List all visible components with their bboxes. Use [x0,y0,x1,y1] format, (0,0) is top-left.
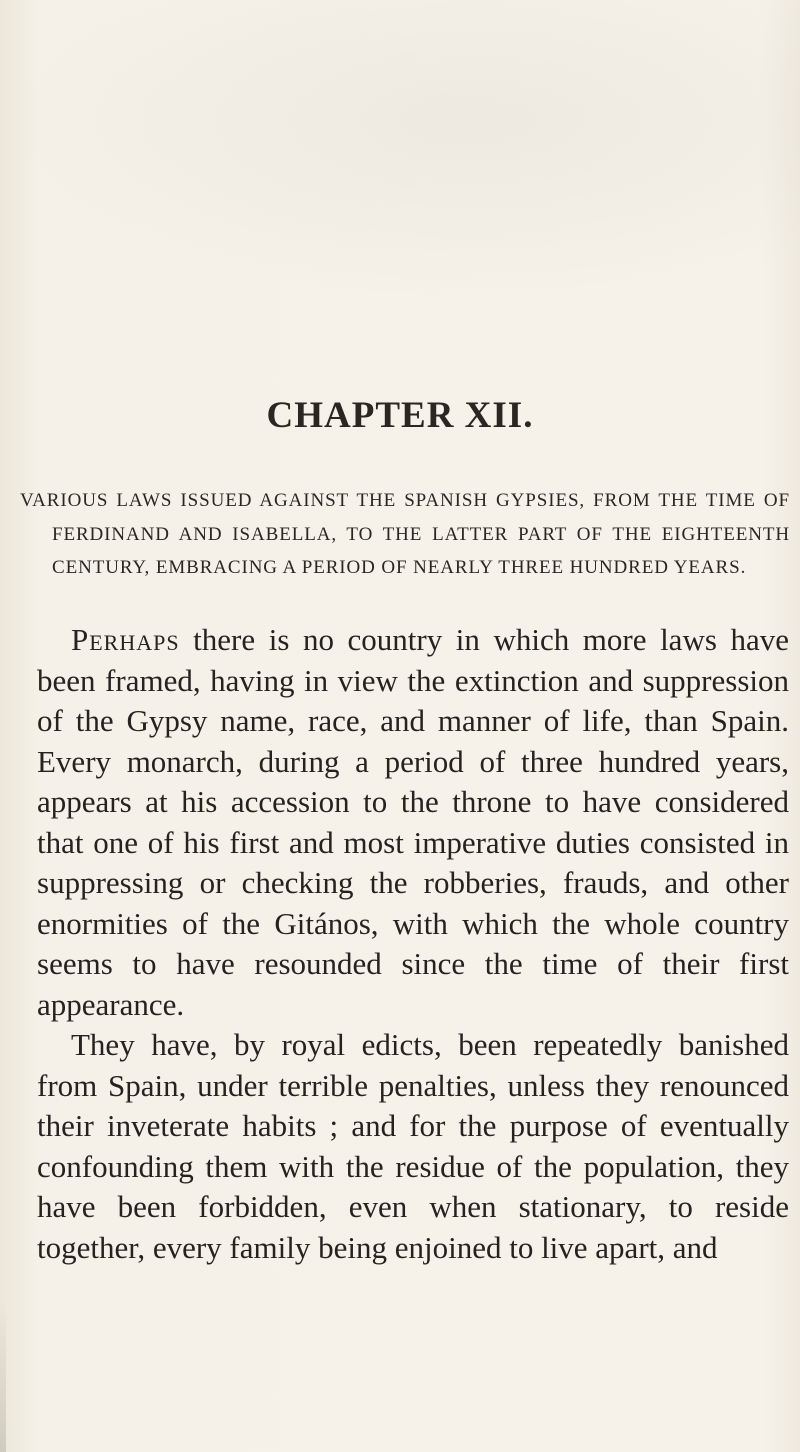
paragraph-1-text: there is no country in which more laws have been framed, having in view the extinction and suppression of the Gypsy name, race, and manner of life, than Spain. Every monarch, during a period of three hundred years, appears at his accession to the throne to have considered that one of his first and most imperative duties consisted in suppressing or checking the robberies, frauds, and other enormities of the Gitános, with which the whole country seems to have resounded since the time of their first appearance. [37,622,789,1022]
chapter-summary-text: VARIOUS LAWS ISSUED AGAINST THE SPANISH GYPSIES, FROM THE TIME OF FERDINAND AND ISABELLA, TO THE LATTER PART OF THE EIGHTEENTH CENTURY, EMBRACING A PERIOD OF NEARLY THREE HUNDRED YEARS. [20,490,790,578]
chapter-summary [20,484,790,585]
paragraph-2: They have, by royal edicts, been repeatedly banished from Spain, under terrible penalties, unless they renounced their inveterate habits ; and for the purpose of eventually confounding them with the residue of the population, they have been forbidden, even when stationary, to reside together, every family being enjoined to live apart, and [37,1027,789,1265]
show-through-bleed [0,0,800,300]
chapter-body [37,620,789,1268]
paragraph-1 [37,620,789,1025]
chapter-title: CHAPTER XII. [266,395,534,436]
lead-word: Perhaps [71,622,180,657]
page-edge-shadow [0,1300,6,1452]
